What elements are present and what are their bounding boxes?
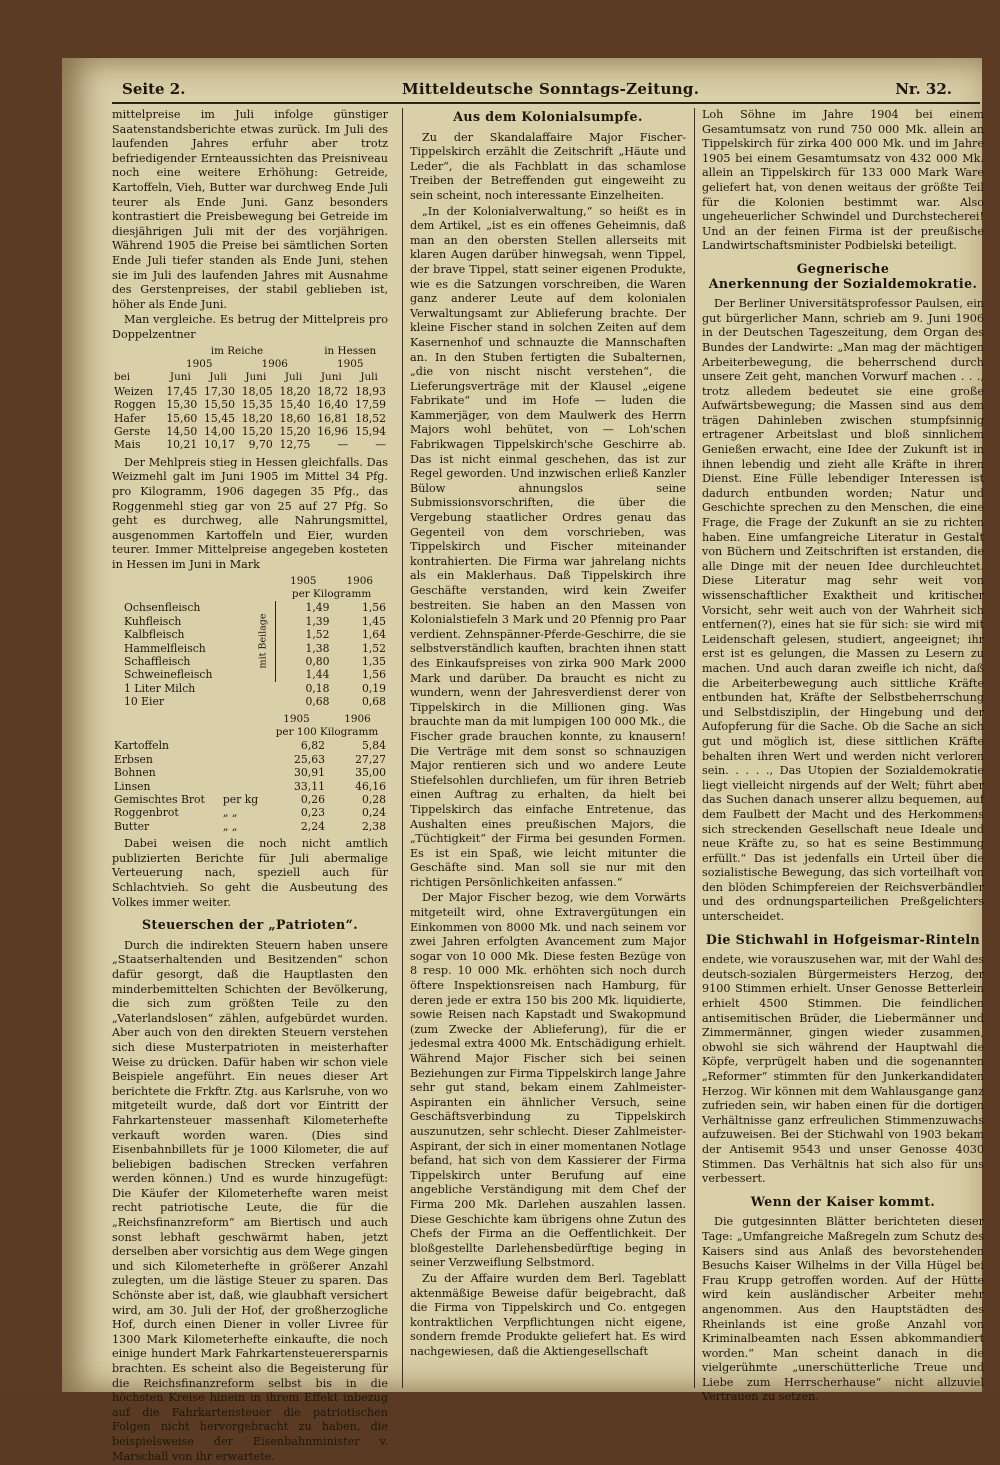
table-cell: 27,27: [355, 752, 386, 766]
table-year-header: 1906: [346, 574, 373, 587]
table-cell: 12,75: [279, 438, 311, 452]
table-cell: 14,50: [166, 424, 198, 438]
table-cell: [112, 575, 251, 588]
paragraph: mittelpreise im Juli infolge günstiger Saatenstandsberichte etwas zurück. Im Juli des laufenden Jahres erfuhr aber trotz befriedigender Ernteaussichten das Preisniveau noch eine weitere Erhöhung: Getreide, Kartoffeln, Vieh, Butter war durchweg Ende Juli teurer als Ende Juni. Ganz besonders kontrastiert die Preisbewegung bei Getreide im diesjährigen Juli mit der des vorjährigen. Während 1905 die Preise bei sämtlichen Sorten Ende Juli tiefer standen als Ende Juni, stehen sie im Juli des laufenden Jahres mit Ausnahme des Gerstenpreises, der stabil geblieben ist, höher als Ende Juni.: [112, 108, 388, 311]
table-cell: Butter: [114, 819, 150, 833]
table-cell: 0,80: [305, 654, 330, 668]
table-cell: Kalbfleisch: [124, 628, 185, 642]
table-cell: 18,52: [355, 411, 386, 425]
table-cell: Roggen: [114, 398, 156, 412]
article-heading: Anerkennung der Sozialdemokratie.: [708, 275, 978, 291]
table-cell: 18,05: [241, 384, 273, 398]
table-subheader: Juni: [245, 371, 267, 384]
table-row: [112, 806, 388, 819]
table-subheader: Juli: [284, 371, 303, 384]
table-cell: Hafer: [114, 411, 146, 425]
table-cell: 18,72: [317, 384, 349, 398]
column-1: [112, 108, 388, 1465]
table-row: [112, 398, 388, 411]
table-cell: 18,93: [355, 384, 386, 398]
table-cell: 0,18: [305, 681, 330, 695]
table-cell: 1,56: [361, 601, 386, 615]
table-row: [112, 682, 388, 695]
table-cell: 46,16: [355, 779, 386, 793]
table-header-row: [112, 588, 388, 601]
table-cell: [112, 588, 251, 601]
table-row: [112, 655, 388, 668]
table-cell: 15,50: [204, 398, 235, 412]
meat-price-table: [112, 575, 388, 709]
table-cell: [221, 753, 266, 766]
article-heading: Wenn der Kaiser kommt.: [750, 1193, 936, 1209]
table-cell: 0,19: [361, 681, 386, 695]
table-row: [112, 695, 388, 708]
table-cell: 17,45: [166, 384, 198, 398]
table-cell: 0,24: [361, 806, 386, 820]
table-cell: [112, 345, 162, 358]
table-cell: 0,68: [305, 695, 330, 709]
table-cell: 0,28: [361, 793, 386, 806]
paragraph: „In der Kolonialverwaltung,“ so heißt es in dem Artikel, „ist es ein offenes Geheimnis, daß man an den obersten Stellen allerseits mit klaren Augen darüber hinwegsah, wenn Tippel, der brave Tippel, statt seiner eigenen Produkte, wie es die Satzungen vorschreiben, die Waren ganz anderer Leute auf dem kolonialen Verwaltungsamt zur Ablieferung brachte. Der kleine Fischer stand in solchen Zeiten auf dem Kasernenhof und schnauzte die Mannschaften an. In den Stuben fertigten die Subalternen, „die von nischt nischt verstehen“, die Lieferungsverträge mit der Klausel „eigene Fabrikate“ und im Hofe — luden die Kammerjäger, von dem Maulwerk des Herrn Majors wohl behütet, von — Loh'schen Fabrikwagen Tippelskirch'sche Geschirre ab. Das ist nicht einmal geschehen, das ist zur Regel geworden. Und inzwischen erließ Kanzler Bülow ahnungslos seine Submissionsvorschriften, die über die Vergebung staatlicher Ordres genau das Gegenteil von dem vorschrieben, was Tippelskirch und Fischer miteinander kontrahierten. Die Firma war jahrelang nichts als ein Maklerhaus. Daß Tippelskirch ihre Geschäfte verstanden, wird kein Zweifer bestreiten. Sie haben an den Massen von Kolonialstiefeln 3 Mark und 20 Pfennig pro Paar verdient. Zehnspänner-Pferde-Geschirre, die sie selbstverständlich kauften, brachten ihnen statt des Einkaufspreises von zirka 900 Mark 2000 Mark und darüber. Da braucht es nicht zu wundern, wenn der Jahresverdienst derer von Tippelskirch in die Millionen ging. Was brauchte man da mit lumpigen 100 000 Mk., die Fischer grade brauchen konnte, zu knausern! Die Verträge mit dem sonst so schnauzigen Major rentieren sich und wo andere Leute Stiefelsohlen durchliefen, um für ihren Betrieb einen Auftrag zu erhalten, da hielt bei Tippelskirch das einfache Entretenue, das Aushalten eines preußischen Majors, die „Tüchtigkeit“ der Firma bei gesunden Formen. Es ist ein Spaß, wie leicht mitunter die Geschäfte sind. Man soll sie nur mit den richtigen Persönlichkeiten anfassen.“: [410, 204, 686, 889]
table-row: [112, 668, 388, 681]
table-row: [112, 780, 388, 793]
table-cell: 17,59: [355, 398, 386, 412]
table-cell: 2,38: [361, 819, 386, 833]
table-cell: —: [375, 438, 386, 452]
table-cell: 15,45: [204, 411, 235, 425]
paragraph: Dabei weisen die noch nicht amtlich publizierten Berichte für Juli abermalige Verteuerung nach, speziell auch für Schlachtvieh. So geht die Ausbeutung des Volkes immer weiter.: [112, 837, 388, 909]
table-header-row: [112, 371, 388, 384]
table-subheader: bei: [114, 371, 131, 384]
table-cell: 15,20: [279, 424, 311, 438]
column-separator: [694, 108, 695, 1388]
paragraph: endete, wie vorauszusehen war, mit der Wahl des deutsch-sozialen Bürgermeisters Herzog, der 9100 Stimmen erhielt. Unser Genosse Betterlein erhielt 4500 Stimmen. Die feindlichen antisemitischen Brüder, die Liebermänner und Zimmermänner, gingen wieder zusammen, obwohl sie sich während der Hauptwahl die Köpfe, verprügelt haben und die sogenannten „Reformer“ stimmten für den Junkerkandidaten Herzog. Wir können mit dem Wahlausgange ganz zufrieden sein, wir haben einen für die dortigen Verhältnisse ganz erfreulichen Stimmenzuwachs aufzuweisen. Bei der Stichwahl von 1903 bekam der Antisemit 9543 und unser Genosse 4030 Stimmen. Das Verhältnis hat sich also für uns verbessert.: [702, 953, 984, 1186]
table-cell: 1,45: [361, 614, 386, 628]
table-cell: 14,00: [204, 424, 235, 438]
table-cell: 0,23: [300, 806, 325, 820]
column-2: [410, 108, 686, 1360]
table-cell: 1 Liter Milch: [124, 681, 196, 695]
table-year-header: 1905: [336, 357, 364, 370]
table-cell: 1,38: [305, 641, 330, 655]
table-cell: 6,82: [300, 739, 325, 753]
table-cell: [251, 682, 275, 695]
page-number: Seite 2.: [122, 80, 186, 98]
table-row: [112, 385, 388, 398]
table-cell: 1,64: [361, 628, 386, 642]
table-cell: Roggenbrot: [114, 806, 179, 820]
table-cell: 1,49: [305, 601, 330, 615]
table-cell: 16,40: [317, 398, 349, 412]
table-row: [112, 601, 388, 614]
table-cell: 1,52: [361, 641, 386, 655]
table-cell: 1,44: [305, 668, 330, 682]
table-row: [112, 438, 388, 451]
table-cell: 9,70: [248, 438, 273, 452]
table-cell: [112, 358, 162, 371]
table-row: [112, 820, 388, 833]
table-cell: [221, 780, 266, 793]
table-row: [112, 793, 388, 806]
table-cell: 5,84: [361, 739, 386, 753]
table-cell: 16,96: [317, 424, 349, 438]
table-unit-header: per 100 Kilogramm: [275, 725, 379, 738]
table-row: [112, 628, 388, 641]
table-unit-header: per Kilogramm: [291, 587, 372, 600]
table-cell: [221, 726, 266, 739]
table-side-label: mit Beilage: [251, 601, 275, 681]
table-cell: 15,60: [166, 411, 198, 425]
table-header-row: [112, 713, 388, 726]
newspaper-page: [62, 58, 984, 1463]
table-cell: 18,20: [279, 384, 311, 398]
food-price-table: [112, 713, 388, 834]
table-cell: Mais: [114, 438, 141, 452]
newspaper-title: Mitteldeutsche Sonntags-Zeitung.: [402, 80, 700, 98]
table-cell: 35,00: [355, 766, 386, 780]
paragraph: Die gutgesinnten Blätter berichteten dieser Tage: „Umfangreiche Maßregeln zum Schutz des Kaisers sind aus Anlaß des bevorstehenden Besuchs Kaiser Wilhelms in der Villa Hügel bei Frau Krupp getroffen worden. Auf der Hütte wird kein ausländischer Arbeiter mehr angenommen. Aus den Hauptstädten des Rheinlands ist eine große Anzahl von Kriminalbeamten nach Essen abkommandiert worden.“ Man scheint danach in die vielgerühmte „unerschütterliche Treue und Liebe zum Herrscherhause“ nicht allzuviel Vertrauen zu setzen.: [702, 1215, 984, 1404]
table-cell: 16,81: [317, 411, 349, 425]
table-header-row: [112, 726, 388, 739]
column-separator: [402, 108, 403, 1388]
table-cell: [112, 713, 221, 726]
table-cell: Linsen: [114, 779, 151, 793]
table-cell: 1,56: [361, 668, 386, 682]
table-cell: Hammelfleisch: [124, 641, 206, 655]
table-cell: [251, 575, 275, 588]
table-cell: Erbsen: [114, 752, 153, 766]
table-group-header: im Reiche: [210, 344, 264, 357]
table-cell: 10 Eier: [124, 695, 165, 709]
table-subheader: Juni: [169, 371, 191, 384]
table-row: [112, 615, 388, 628]
table-cell: Gerste: [114, 424, 151, 438]
article-heading: Steuerschen der „Patrioten“.: [141, 917, 359, 933]
table-cell: 2,24: [300, 819, 325, 833]
page-header: [62, 80, 982, 104]
table-cell: 1,52: [305, 628, 330, 642]
table-row: [112, 753, 388, 766]
table-year-header: 1905: [290, 574, 317, 587]
table-cell: 10,21: [166, 438, 198, 452]
table-cell: 18,20: [241, 411, 273, 425]
article-heading: Die Stichwahl in Hofgeismar-Rinteln: [705, 931, 981, 947]
paragraph: Zu der Skandalaffaire Major Fischer-Tippelskirch erzählt die Zeitschrift „Häute und Leder“, die als Fachblatt in das schamlose Treiben der Betreffenden gut eingeweiht zu sein scheint, noch interessante Einzelheiten.: [410, 130, 686, 202]
issue-number: Nr. 32.: [895, 80, 952, 98]
grain-price-table: [112, 345, 388, 452]
table-cell: 15,20: [241, 424, 273, 438]
table-cell: [251, 588, 275, 601]
table-cell: 10,17: [204, 438, 235, 452]
article-heading: Aus dem Kolonialsumpfe.: [453, 109, 643, 124]
table-cell: 1,35: [361, 654, 386, 668]
table-row: [112, 412, 388, 425]
table-group-header: in Hessen: [324, 344, 377, 357]
table-cell: Gemischtes Brot: [114, 793, 205, 806]
paragraph: Durch die indirekten Steuern haben unsere „Staatserhaltenden und Besitzenden“ schon dafür gesorgt, daß die Hauptlasten den minderbemittelten Schichten der Bevölkerung, die sich zum größten Teile zu den „Vaterlandslosen“ zählen, aufgebürdet wurden. Aber auch von den direkten Steuern verstehen sich diese Musterpatrioten in meisterhafter Weise zu drücken. Dafür haben wir schon viele Beispiele angeführt. Ein neues dieser Art berichtete die Frkftr. Ztg. aus Karlsruhe, von wo mitgeteilt wurde, daß dort vor Eintritt der Fahrkartensteuer massenhaft Kilometerhefte verkauft worden waren. (Dies sind Eisenbahnbillets für je 1000 Kilometer, die auf beliebigen badischen Strecken verfahren werden können.) Und es wurde hinzugefügt: Die Käufer der Kilometerhefte waren meist recht patriotische Leute, die für die „Reichsfinanzreform“ am Biertisch und auch sonst lebhaft geschwärmt haben, jetzt derselben aber vorsichtig aus dem Wege gingen und sich Kilometerhefte in größerer Anzahl zulegten, um die lästige Steuer zu sparen. Das Schönste aber ist, daß, wie glaubhaft versichert wird, am 30. Juli der Hof, der großherzogliche Hof, durch einen Diener in voller Livree für 1300 Mark Kilometerhefte einkaufte, die noch einige hundert Mark Fahrkartensteuerersparnis brachten. Es scheint also die Begeisterung für die Reichsfinanzreform selbst bis in die höchsten Kreise hinein in ihrem Effekt inbezug auf die Fahrkartensteuer die patriotischen Folgen nicht hervorgebracht zu haben, die beispielsweise der Eisenbahnminister v. Marschall von ihr erwartete.: [112, 938, 388, 1463]
table-subheader: Juli: [360, 371, 378, 384]
table-cell: Bohnen: [114, 766, 156, 780]
table-cell: 0,26: [300, 793, 325, 806]
table-subheader: Juni: [320, 371, 342, 384]
table-year-header: 1906: [261, 357, 288, 370]
table-cell: 15,94: [355, 424, 386, 438]
table-cell: 17,30: [204, 384, 235, 398]
table-year-header: 1905: [186, 357, 213, 370]
table-cell: 18,60: [279, 411, 311, 425]
article-heading: Gegnerische: [796, 260, 890, 276]
table-cell: 33,11: [294, 779, 325, 793]
table-cell: per kg: [222, 793, 259, 806]
table-year-header: 1906: [344, 712, 371, 725]
table-cell: Weizen: [114, 384, 154, 398]
paragraph: Man vergleiche. Es betrug der Mittelpreis pro Doppelzentner: [112, 313, 388, 341]
table-cell: 25,63: [294, 752, 325, 766]
table-cell: 1,39: [305, 614, 330, 628]
table-cell: 30,91: [294, 766, 325, 780]
paragraph: Der Mehlpreis stieg in Hessen gleichfalls. Das Weizmehl galt im Juni 1905 im Mittel 34 Pfg. pro Kilogramm, 1906 dagegen 35 Pfg., das Roggenmehl stieg gar von 25 auf 27 Pfg. So geht es durchweg, alle Nahrungsmittel, ausgenommen Kartoffeln und Eier, wurden teurer. Immer Mittelpreise angegeben kosteten in Hessen im Juni in Mark: [112, 455, 388, 571]
table-cell: [112, 726, 221, 739]
table-subheader: Juli: [209, 371, 227, 384]
table-cell: [251, 695, 275, 708]
header-rule: [112, 102, 980, 104]
table-cell: [221, 766, 266, 779]
column-3: [702, 108, 984, 1406]
table-cell: [221, 713, 266, 726]
table-row: [112, 425, 388, 438]
paragraph: Loh Söhne im Jahre 1904 bei einem Gesamtumsatz von rund 750 000 Mk. allein an Tippelskirch für zirka 400 000 Mk. und im Jahre 1905 bei einem Gesamtumsatz von 432 000 Mk. allein an Tippelskirch für 133 000 Mark Ware geliefert hat, von denen weitaus der größte Teil für die Kolonien bestimmt war. Also ungeheuerlicher Schwindel und Durchstecherei! Und an der feinen Firma ist der preußische Landwirtschaftsminister Podbielski beteiligt.: [702, 108, 984, 253]
table-cell: [221, 739, 266, 752]
table-cell: „ „: [222, 819, 238, 833]
table-row: [112, 642, 388, 655]
table-cell: 0,68: [361, 695, 386, 709]
table-cell: Kartoffeln: [114, 739, 169, 753]
table-cell: Schweinefleisch: [124, 668, 213, 682]
table-cell: Ochsenfleisch: [124, 601, 201, 615]
table-cell: Schaffleisch: [124, 654, 191, 668]
table-cell: 15,40: [279, 398, 311, 412]
table-row: [112, 739, 388, 752]
table-cell: Kuhfleisch: [124, 614, 182, 628]
table-cell: 15,35: [241, 398, 273, 412]
table-cell: 15,30: [166, 398, 198, 412]
paragraph: Der Berliner Universitätsprofessor Paulsen, ein gut bürgerlicher Mann, schrieb am 9. Juni 1906 in der Deutschen Tageszeitung, dem Organ des Bundes der Landwirte: „Man mag der mächtigen Arbeiterbewegung, die beherrschend durch unsere Zeit geht, manchen Vorwurf machen . . ., trotz alledem bedeutet sie eine große Aufwärtsbewegung; die Massen sind aus dem trägen Dahinleben zwischen stumpfsinnig ertragener Arbeitslast und bloß sinnlichem Genießen erwacht, eine Idee der Zukunft ist in ihnen lebendig und zieht alle Kräfte in ihren Dienst. Eine Fülle lebendiger Interessen ist dadurch entbunden worden; Natur und Geschichte sprechen zu den Menschen, die eine Frage, die Frage der Zukunft an sie zu richten haben. Eine umfangreiche Literatur in Gestalt von Büchern und Zeitschriften ist erstanden, die alle Dinge mit der neuen Idee durchleuchtet. Diese Literatur mag sehr weit von wissenschaftlicher Exaktheit und kritischer Vorsicht, sehr weit auch von der Wahrheit sich entfernen(?), eines hat sie für sich: sie wird mit Leidenschaft gelesen, studiert, angeeignet; ihr erst ist es gelungen, die Massen zu Lesern zu machen. Und auch daran zweifle ich nicht, daß die Arbeiterbewegung auch sittliche Kräfte entbunden hat, Kräfte der Selbstbeherrschung und Selbstdisziplin, der Hingebung und der Aufopferung für die Sache. Ob die Sache an sich gut und möglich ist, diese sittlichen Kräfte behalten ihren Wert und werden nicht verloren sein. . . . ., Das Utopien der Sozialdemokratie liegt vielleicht nirgends auf der Welt; führt aber das Suchen danach unserer allzu bequemen, auf dem Faulbett der Macht und des Herkommens sich streckenden Gesellschaft neue Ideale und neue Kräfte zu, so hat es seine Bestimmung erfüllt.“ Das ist jedenfalls ein Urteil über die sozialistische Bewegung, das sich vorteilhaft von den blöden Schimpfereien der Reichsverbändler und des ordnungsparteilichen Preßgelichters unterscheidet.: [702, 297, 984, 924]
table-cell: —: [337, 438, 349, 452]
paragraph: Zu der Affaire wurden dem Berl. Tageblatt aktenmäßige Beweise dafür beigebracht, daß die Firma von Tippelskirch und Co. entgegen kontraktlichen Verpflichtungen nicht eigene, sondern fremde Produkte geliefert hat. Es wird nachgewiesen, daß die Aktiengesellschaft: [410, 1271, 686, 1358]
paragraph: Der Major Fischer bezog, wie dem Vorwärts mitgeteilt wird, ohne Extravergütungen ein Einkommen von 8000 Mk. und nach seinem vor zwei Jahren erfolgten Avancement zum Major sogar von 10 000 Mk. Diese festen Bezüge von 8 resp. 10 000 Mk. erhöhten sich noch durch öftere Inspektionsreisen nach Hamburg, für deren jede er extra 150 bis 200 Mk. liquidierte, sowie Reisen nach Kapstadt und Swakopmund (zum Zwecke der Ablieferung), für die er jedesmal extra 4000 Mk. Entschädigung erhielt. Während Major Fischer sich bei seinen Beziehungen zur Firma Tippelskirch lange Jahre sehr gut stand, bekam einem Zahlmeister-Aspiranten ein ähnlicher Versuch, seine Geschäftsverbindung zu Tippelskirch auszunutzen, sehr schlecht. Dieser Zahlmeister-Aspirant, der sich in einer momentanen Notlage befand, hat sich von dem Kassierer der Firma Tippelskirch unter Berufung auf eine angebliche Verständigung mit dem Chef der Firma 200 Mk. Darlehen auszahlen lassen. Diese Geschichte kam übrigens ohne Zutun des Chefs der Firma an die Oeffentlichkeit. Der bloßgestellte Darlehensbedürftige beging in seiner Verzweiflung Selbstmord.: [410, 891, 686, 1270]
table-header-row: [112, 575, 388, 588]
table-year-header: 1905: [283, 712, 310, 725]
table-header-row: [112, 345, 388, 358]
table-cell: „ „: [222, 806, 238, 820]
table-header-row: [112, 358, 388, 371]
table-row: [112, 766, 388, 779]
